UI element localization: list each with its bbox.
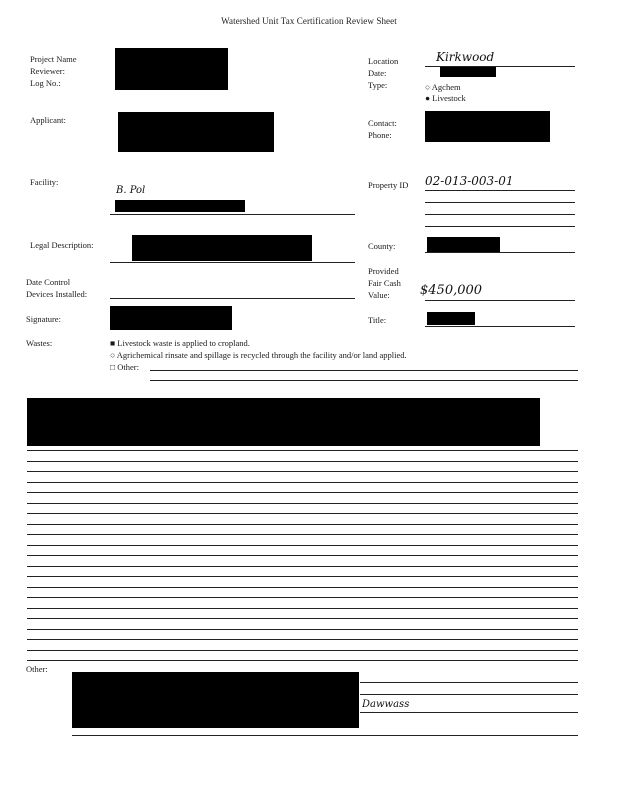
facility-handwriting: B. Pol (116, 185, 146, 196)
narrative-ruled-line (27, 597, 578, 598)
project-name-label: Project Name (30, 54, 77, 64)
property-id-label: Property ID (368, 180, 409, 190)
facility-line (110, 214, 355, 215)
narrative-ruled-line (27, 450, 578, 451)
waste-agrichemical-label: Agrichemical rinsate and spillage is recycled through the facility and/or land applied. (116, 350, 407, 360)
applicant-redaction (118, 112, 274, 152)
waste-option-livestock (110, 338, 250, 348)
legal-description-line (110, 262, 355, 263)
signature-label: Signature: (26, 314, 61, 324)
livestock-option-label: Livestock (432, 93, 466, 103)
facility-label: Facility: (30, 177, 59, 187)
narrative-ruled-line (27, 471, 578, 472)
title-line (425, 326, 575, 327)
date-label: Date: (368, 68, 387, 78)
phone-label: Phone: (368, 130, 392, 140)
county-label: County: (368, 241, 396, 251)
narrative-ruled-line (27, 461, 578, 462)
narrative-ruled-line (27, 587, 578, 588)
type-option-agchem (425, 82, 461, 92)
facility-redaction (115, 200, 245, 212)
agchem-option-label: Agchem (431, 82, 461, 92)
contact-label: Contact: (368, 118, 397, 128)
date-redaction (440, 67, 496, 77)
date-control-label: Date Control (26, 277, 71, 287)
type-option-livestock (425, 93, 466, 103)
value-line (425, 300, 575, 301)
narrative-ruled-line (27, 555, 578, 556)
narrative-ruled-line (27, 534, 578, 535)
legal-description-redaction (132, 235, 312, 261)
narrative-ruled-line (27, 503, 578, 504)
title-redaction (427, 312, 475, 325)
narrative-ruled-line (27, 524, 578, 525)
narrative-ruled-line (27, 608, 578, 609)
waste-agrichemical-radio-icon: ○ (110, 350, 117, 360)
waste-option-agrichemical (110, 350, 407, 360)
waste-other-line-2 (150, 380, 578, 381)
provided-label: Provided (368, 266, 399, 276)
narrative-redaction (27, 398, 540, 446)
narrative-ruled-line (27, 639, 578, 640)
narrative-ruled-line (27, 513, 578, 514)
narrative-ruled-line (27, 629, 578, 630)
other-line-2 (360, 694, 578, 695)
devices-installed-line (110, 298, 355, 299)
property-id-line-3 (425, 214, 575, 215)
log-no-label: Log No.: (30, 78, 61, 88)
waste-other-line-1 (150, 370, 578, 371)
location-handwriting: Kirkwood (436, 50, 495, 64)
location-label: Location (368, 56, 399, 66)
other-handwritten-note: Dawwass (362, 699, 410, 710)
waste-other-checkbox-icon: □ (110, 362, 118, 372)
wastes-label: Wastes: (26, 338, 53, 348)
narrative-ruled-line (27, 545, 578, 546)
livestock-radio-checked-icon: ● (425, 93, 433, 103)
waste-livestock-checked-icon: ■ (110, 338, 118, 348)
property-id-line-4 (425, 226, 575, 227)
title-label: Title: (368, 315, 387, 325)
property-id-line-1 (425, 190, 575, 191)
page-title: Watershed Unit Tax Certification Review Sheet (221, 16, 397, 26)
reviewer-label: Reviewer: (30, 66, 65, 76)
narrative-ruled-line (27, 482, 578, 483)
county-line (425, 252, 575, 253)
fair-cash-value-handwriting: $450,000 (420, 283, 483, 298)
narrative-ruled-line (27, 618, 578, 619)
waste-other-label: Other: (117, 362, 139, 372)
other-line-1 (360, 682, 578, 683)
other-line-3 (360, 712, 578, 713)
agchem-radio-icon: ○ (425, 82, 432, 92)
waste-livestock-label: Livestock waste is applied to cropland. (117, 338, 250, 348)
applicant-label: Applicant: (30, 115, 66, 125)
other-line-4 (72, 735, 578, 736)
narrative-ruled-line (27, 576, 578, 577)
county-redaction (427, 237, 500, 252)
property-id-handwriting: 02-013-003-01 (425, 174, 514, 188)
narrative-ruled-line (27, 566, 578, 567)
other-label: Other: (26, 664, 48, 674)
property-id-line-2 (425, 202, 575, 203)
narrative-ruled-line (27, 492, 578, 493)
narrative-ruled-line (27, 660, 578, 661)
fair-cash-label: Fair Cash (368, 278, 401, 288)
waste-option-other (110, 362, 139, 372)
other-redaction (72, 672, 359, 728)
legal-description-label: Legal Description: (30, 240, 94, 250)
narrative-ruled-line (27, 650, 578, 651)
value-label: Value: (368, 290, 390, 300)
project-info-redaction (115, 48, 228, 90)
signature-redaction (110, 306, 232, 330)
contact-redaction (425, 111, 550, 142)
type-label: Type: (368, 80, 388, 90)
devices-installed-label: Devices Installed: (26, 289, 88, 299)
